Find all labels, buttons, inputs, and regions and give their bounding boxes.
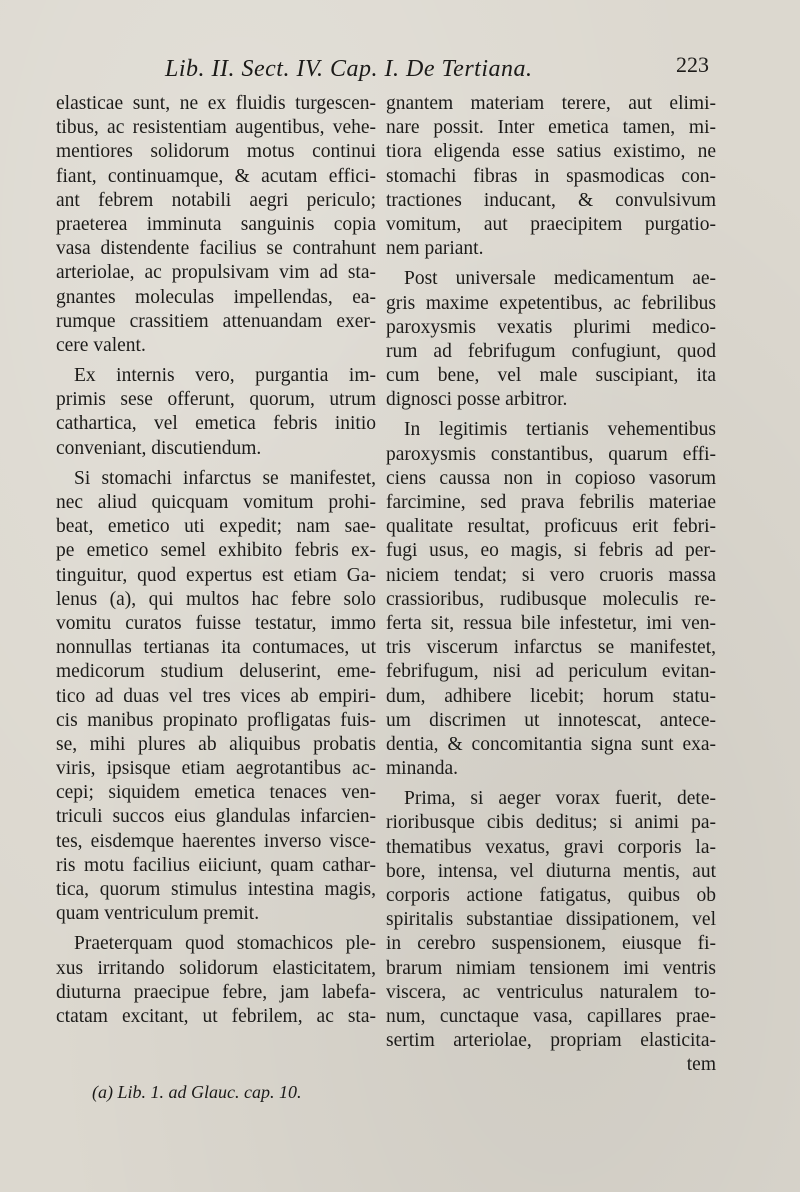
left-column-line: medicorum studium deluserint, eme- — [56, 661, 376, 683]
right-column-line: ferta sit, ressua bile infestetur, imi ven- — [386, 612, 716, 634]
right-column-line: tris viscerum infarctus se manifestet, — [386, 637, 716, 659]
right-column-line: corporis actione fatigatus, quibus ob — [386, 885, 716, 906]
left-column-line: se, mihi plures ab aliquibus probatis — [56, 733, 376, 755]
left-column-line: conveniant, discutiendum. — [56, 437, 262, 459]
left-column-line: vomitu curatos fuisse testatur, immo — [56, 612, 376, 634]
left-column-line: cere valent. — [56, 334, 146, 356]
left-column-line: gnantes moleculas impellendas, ea- — [56, 286, 376, 308]
left-column-line: cathartica, vel emetica febris initio — [56, 413, 376, 435]
right-column — [386, 92, 716, 1078]
right-column-line: In legitimis tertianis vehementibus — [404, 419, 716, 441]
right-column-line: um discrimen ut innotescat, antece- — [386, 709, 716, 731]
left-column-line: xus irritando solidorum elasticitatem, — [56, 957, 376, 979]
right-column-line: dum, adhibere licebit; horum statu- — [386, 685, 716, 707]
right-column-line: fugi usus, eo magis, si febris ad per- — [386, 540, 716, 562]
right-column-line: Post universale medicamentum ae- — [404, 268, 716, 290]
right-column-line: crassioribus, rudibusque moleculis re- — [386, 588, 716, 610]
right-column-line: tractiones inducant, & convulsivum — [386, 189, 716, 211]
right-column-line: brarum nimiam tensionem imi ventris — [386, 957, 716, 979]
left-column-line: pe emetico semel exhibito febris ex- — [56, 540, 376, 562]
left-column-line: rumque crassitiem attenuandam exer- — [56, 310, 376, 332]
left-column-line: nonnullas tertianas ita contumaces, ut — [56, 637, 376, 659]
right-column-line: rum ad febrifugum confugiunt, quod — [386, 340, 716, 362]
right-column-line: viscera, ac ventriculus naturalem to- — [386, 981, 716, 1003]
left-column-line: tinguitur, quod expertus est etiam Ga- — [56, 564, 376, 586]
left-column-line: Praeterquam quod stomachicos ple- — [74, 933, 376, 955]
left-column-line: mentiores solidorum motus continui — [56, 141, 376, 163]
right-column-line: gnantem materiam terere, aut elimi- — [386, 93, 716, 114]
left-column-line: viris, ipsisque etiam aegrotantibus ac- — [56, 758, 376, 780]
right-column-line: rioribusque cibis deditus; si animi pa- — [386, 812, 716, 834]
left-column-line: Ex internis vero, purgantia im- — [74, 365, 376, 387]
left-column-line: vasa distendente facilius se contrahunt — [56, 238, 376, 260]
right-column-line: minanda. — [386, 758, 459, 780]
left-column-line: elasticae sunt, ne ex fluidis turgescen- — [56, 93, 376, 114]
right-column-line: gris maxime expetentibus, ac febrilibus — [386, 292, 716, 314]
left-column-line: tes, eisdemque haerentes inverso visce- — [56, 830, 376, 852]
left-column — [56, 92, 376, 1029]
right-column-line: in cerebro suspensionem, eiusque fi- — [386, 933, 716, 955]
right-column-line: tem — [686, 1054, 716, 1076]
right-column-line: dentia, & concomitantia signa sunt exa- — [386, 733, 716, 755]
right-column-line: stomachi fibras in spasmodicas con- — [386, 165, 716, 187]
right-column-line: bore, intensa, vel diuturna mentis, aut — [386, 860, 716, 882]
right-column-line: vomitum, aut praecipitem purgatio- — [386, 213, 716, 235]
right-column-line: nem pariant. — [386, 238, 484, 260]
left-column-line: tibus, ac resistentiam augentibus, vehe- — [56, 117, 376, 139]
page-number: 223 — [676, 52, 709, 77]
left-column-line: triculi succos eius glandulas infarcien- — [56, 806, 376, 828]
right-column-line: tiora eligenda esse satius existimo, ne — [386, 141, 716, 163]
left-column-line: quam ventriculum premit. — [56, 903, 260, 925]
left-column-line: ctatam excitant, ut febrilem, ac sta- — [56, 1005, 376, 1027]
left-column-line: cis manibus propinato profligatas fuis- — [56, 709, 376, 731]
left-column-line: diuturna praecipue febre, jam labefa- — [56, 981, 376, 1003]
right-column-line: paroxysmis constantibus, quarum effi- — [386, 443, 716, 465]
left-column-line: beat, emetico uti expedit; nam sae- — [56, 516, 376, 538]
left-column-line: ant febrem notabili aegri periculo; — [56, 189, 376, 211]
right-column-line: thematibus vexatus, gravi corporis la- — [386, 836, 716, 858]
left-column-line: Si stomachi infarctus se manifestet, — [74, 467, 376, 489]
right-column-line: paroxysmis vexatis plurimi medico- — [386, 316, 716, 338]
right-column-line: dignosci posse arbitror. — [386, 389, 568, 411]
left-column-line: cepi; siquidem emetica tenaces ven- — [56, 782, 376, 804]
right-column-line: cum bene, vel male suscipiant, ita — [386, 365, 716, 387]
running-head: Lib. II. Sect. IV. Cap. I. De Tertiana. — [165, 56, 533, 82]
left-column-line: tico ad duas vel tres vices ab empiri- — [56, 685, 376, 707]
left-column-line: fiant, continuamque, & acutam effici- — [56, 165, 376, 187]
right-column-line: niciem tendat; si vero cruoris massa — [386, 564, 716, 586]
right-column-line: Prima, si aeger vorax fuerit, dete- — [404, 788, 716, 810]
left-column-line: lenus (a), qui multos hac febre solo — [56, 588, 376, 610]
right-column-line: qualitate resultat, proficuus erit febri- — [386, 516, 716, 538]
footnote: (a) Lib. 1. ad Glauc. cap. 10. — [92, 1082, 302, 1102]
left-column-line: tica, quorum stimulus intestina magis, — [56, 879, 376, 900]
right-column-line: spiritalis substantiae dissipationem, vel — [386, 909, 716, 931]
left-column-line: nec aliud quicquam vomitum prohi- — [56, 492, 376, 513]
right-column-line: nare possit. Inter emetica tamen, mi- — [386, 117, 716, 139]
right-column-line: num, cunctaque vasa, capillares prae- — [386, 1005, 716, 1027]
left-column-line: arteriolae, ac propulsivam vim ad sta- — [56, 262, 376, 284]
left-column-line: praeterea imminuta sanguinis copia — [56, 213, 376, 235]
right-column-line: sertim arteriolae, propriam elasticita- — [386, 1030, 716, 1052]
right-column-line: febrifugum, nisi ad periculum evitan- — [386, 661, 716, 683]
right-column-line: farcimine, sed prava febrilis materiae — [386, 492, 716, 513]
right-column-line: ciens caussa non in copioso vasorum — [386, 467, 716, 489]
left-column-line: ris motu facilius eiiciunt, quam cathar- — [56, 854, 376, 876]
left-column-line: primis sese offerunt, quorum, utrum — [56, 389, 376, 411]
